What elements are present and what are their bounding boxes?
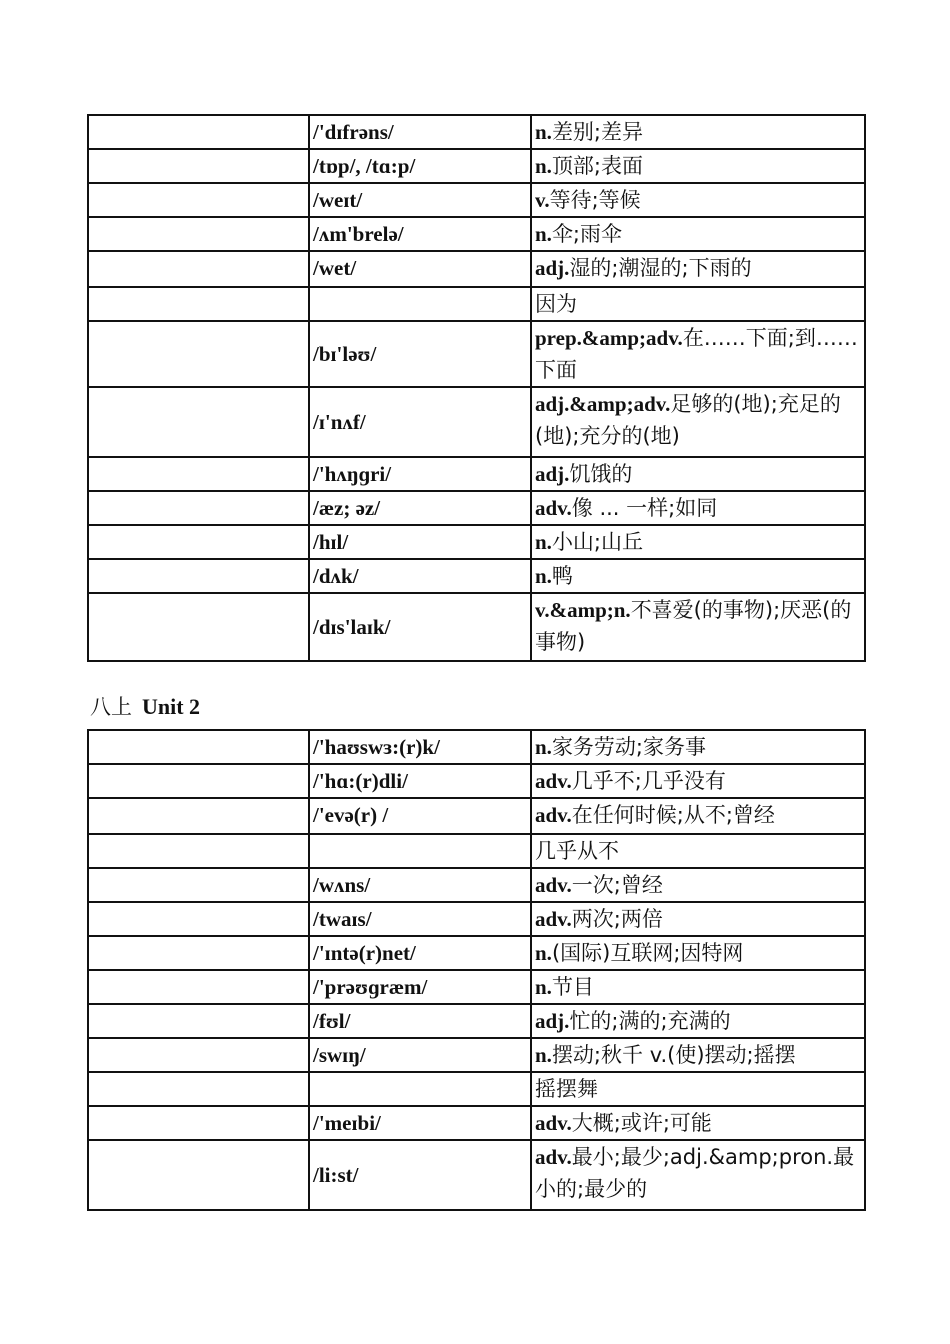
meaning-text: 一次;曾经 [571, 873, 663, 897]
vocab-row [88, 457, 865, 491]
vocab-row [88, 321, 865, 387]
meaning-text: 忙的;满的;充满的 [569, 1009, 731, 1033]
word-cell [88, 970, 309, 1004]
phonetic-cell: /tɒp/, /tɑ:p/ [309, 149, 531, 183]
vocab-row [88, 525, 865, 559]
meaning-text: 不喜爱(的事物);厌恶(的事物) [535, 598, 852, 654]
part-of-speech: adj. [535, 1009, 570, 1033]
word-cell [88, 764, 309, 798]
part-of-speech: adj.&amp;adv. [535, 392, 671, 416]
vocab-row [88, 491, 865, 525]
vocab-row [88, 834, 865, 868]
word-cell [88, 559, 309, 593]
word-cell [88, 1106, 309, 1140]
vocab-row [88, 115, 865, 149]
meaning-text: (国际)互联网;因特网 [551, 941, 744, 965]
meaning-cell [531, 1106, 865, 1140]
section-heading [90, 694, 200, 721]
word-cell [88, 1072, 309, 1106]
part-of-speech: adv. [535, 803, 572, 827]
phonetic-cell: /hɪl/ [309, 525, 531, 559]
meaning-cell [531, 764, 865, 798]
meaning-cell [531, 115, 865, 149]
meaning-cell [531, 387, 865, 457]
vocab-row [88, 1038, 865, 1072]
vocab-row [88, 730, 865, 764]
phonetic-cell: /'dɪfrəns/ [309, 115, 531, 149]
phonetic-cell: /ʌm'brelə/ [309, 217, 531, 251]
word-cell [88, 936, 309, 970]
meaning-text: 几乎从不 [535, 839, 619, 863]
phonetic-cell: /æz; əz/ [309, 491, 531, 525]
meaning-cell [531, 1140, 865, 1210]
phonetic-cell: /wet/ [309, 251, 531, 287]
meaning-cell [531, 730, 865, 764]
meaning-text: 几乎不;几乎没有 [571, 769, 726, 793]
part-of-speech: adj. [535, 256, 570, 280]
meaning-text: 小山;山丘 [551, 530, 644, 554]
part-of-speech: adv. [535, 1111, 572, 1135]
section-unit-label: Unit 2 [142, 694, 201, 719]
meaning-cell [531, 902, 865, 936]
vocab-row [88, 970, 865, 1004]
meaning-cell [531, 1072, 865, 1106]
meaning-text: 在任何时候;从不;曾经 [571, 803, 775, 827]
phonetic-cell: /li:st/ [309, 1140, 531, 1210]
phonetic-cell: /'evə(r) / [309, 798, 531, 834]
vocab-row [88, 387, 865, 457]
part-of-speech: n. [535, 941, 552, 965]
meaning-cell [531, 1038, 865, 1072]
vocab-row [88, 936, 865, 970]
meaning-text: 饥饿的 [569, 462, 633, 486]
vocab-row [88, 1072, 865, 1106]
phonetic-cell: /'hɑ:(r)dli/ [309, 764, 531, 798]
part-of-speech: n. [535, 120, 552, 144]
word-cell [88, 1004, 309, 1038]
meaning-text: 伞;雨伞 [551, 222, 623, 246]
part-of-speech: adv. [535, 1145, 572, 1169]
part-of-speech: adv. [535, 769, 572, 793]
word-cell [88, 798, 309, 834]
vocab-row [88, 251, 865, 287]
meaning-cell [531, 149, 865, 183]
meaning-cell [531, 834, 865, 868]
vocab-row [88, 217, 865, 251]
part-of-speech: n. [535, 222, 552, 246]
part-of-speech: adj. [535, 462, 570, 486]
part-of-speech: adv. [535, 873, 572, 897]
vocab-row [88, 1106, 865, 1140]
vocab-table-2 [87, 729, 866, 1211]
meaning-text: 足够的(地);充足的(地);充分的(地) [535, 392, 841, 448]
word-cell [88, 525, 309, 559]
word-cell [88, 834, 309, 868]
word-cell [88, 387, 309, 457]
word-cell [88, 1140, 309, 1210]
phonetic-cell [309, 834, 531, 868]
part-of-speech: adv. [535, 907, 572, 931]
meaning-text: 摆动;秋千 v.(使)摆动;摇摆 [551, 1043, 796, 1067]
meaning-text: 节目 [551, 975, 594, 999]
phonetic-cell [309, 1072, 531, 1106]
meaning-cell [531, 217, 865, 251]
part-of-speech: n. [535, 975, 552, 999]
word-cell [88, 730, 309, 764]
meaning-text: 鸭 [551, 564, 573, 588]
word-cell [88, 868, 309, 902]
word-cell [88, 902, 309, 936]
meaning-text: 湿的;潮湿的;下雨的 [569, 256, 752, 280]
part-of-speech: n. [535, 154, 552, 178]
word-cell [88, 183, 309, 217]
part-of-speech: n. [535, 530, 552, 554]
phonetic-cell: /fʊl/ [309, 1004, 531, 1038]
word-cell [88, 287, 309, 321]
vocab-row [88, 1004, 865, 1038]
meaning-text: 像 ... 一样;如同 [571, 496, 718, 520]
meaning-cell [531, 525, 865, 559]
section-grade-label: 八上 [90, 695, 132, 719]
meaning-text: 两次;两倍 [571, 907, 663, 931]
word-cell [88, 217, 309, 251]
vocab-row [88, 868, 865, 902]
vocab-row [88, 902, 865, 936]
part-of-speech: v. [535, 188, 550, 212]
vocab-row [88, 183, 865, 217]
word-cell [88, 115, 309, 149]
part-of-speech: prep.&amp;adv. [535, 326, 683, 350]
vocab-table-1 [87, 114, 866, 662]
word-cell [88, 321, 309, 387]
meaning-cell [531, 287, 865, 321]
vocab-table-2-body [88, 730, 865, 1210]
phonetic-cell: /'haʊswɜ:(r)k/ [309, 730, 531, 764]
meaning-cell [531, 936, 865, 970]
meaning-cell [531, 593, 865, 661]
meaning-text: 因为 [535, 292, 577, 316]
phonetic-cell: /dʌk/ [309, 559, 531, 593]
meaning-cell [531, 970, 865, 1004]
phonetic-cell: /bɪ'ləʊ/ [309, 321, 531, 387]
phonetic-cell: /swɪŋ/ [309, 1038, 531, 1072]
meaning-cell [531, 559, 865, 593]
phonetic-cell: /dɪs'laɪk/ [309, 593, 531, 661]
phonetic-cell: /'prəʊɡræm/ [309, 970, 531, 1004]
part-of-speech: n. [535, 564, 552, 588]
phonetic-cell: /wʌns/ [309, 868, 531, 902]
meaning-text: 摇摆舞 [535, 1077, 598, 1101]
phonetic-cell: /'hʌŋɡri/ [309, 457, 531, 491]
phonetic-cell: /ɪ'nʌf/ [309, 387, 531, 457]
meaning-cell [531, 321, 865, 387]
phonetic-cell [309, 287, 531, 321]
meaning-cell [531, 1004, 865, 1038]
word-cell [88, 457, 309, 491]
meaning-text: 在……下面;到……下面 [535, 326, 858, 382]
meaning-cell [531, 251, 865, 287]
vocab-table-1-body [88, 115, 865, 661]
meaning-text: 家务劳动;家务事 [551, 735, 707, 759]
meaning-text: 大概;或许;可能 [571, 1111, 712, 1135]
word-cell [88, 149, 309, 183]
vocab-row [88, 149, 865, 183]
word-cell [88, 1038, 309, 1072]
word-cell [88, 593, 309, 661]
part-of-speech: adv. [535, 496, 572, 520]
vocab-row [88, 1140, 865, 1210]
vocab-row [88, 798, 865, 834]
meaning-text: 最小;最少;adj.&amp;pron.最小的;最少的 [535, 1145, 855, 1201]
meaning-cell [531, 491, 865, 525]
meaning-cell [531, 868, 865, 902]
phonetic-cell: /'meɪbi/ [309, 1106, 531, 1140]
meaning-text: 等待;等候 [549, 188, 641, 212]
part-of-speech: n. [535, 735, 552, 759]
meaning-text: 差别;差异 [551, 120, 644, 144]
part-of-speech: v.&amp;n. [535, 598, 631, 622]
phonetic-cell: /'ɪntə(r)net/ [309, 936, 531, 970]
vocab-row [88, 593, 865, 661]
meaning-cell [531, 798, 865, 834]
vocab-row [88, 287, 865, 321]
word-cell [88, 251, 309, 287]
meaning-cell [531, 457, 865, 491]
meaning-cell [531, 183, 865, 217]
meaning-text: 顶部;表面 [551, 154, 644, 178]
vocab-row [88, 764, 865, 798]
word-cell [88, 491, 309, 525]
phonetic-cell: /weɪt/ [309, 183, 531, 217]
vocab-row [88, 559, 865, 593]
phonetic-cell: /twaɪs/ [309, 902, 531, 936]
part-of-speech: n. [535, 1043, 552, 1067]
